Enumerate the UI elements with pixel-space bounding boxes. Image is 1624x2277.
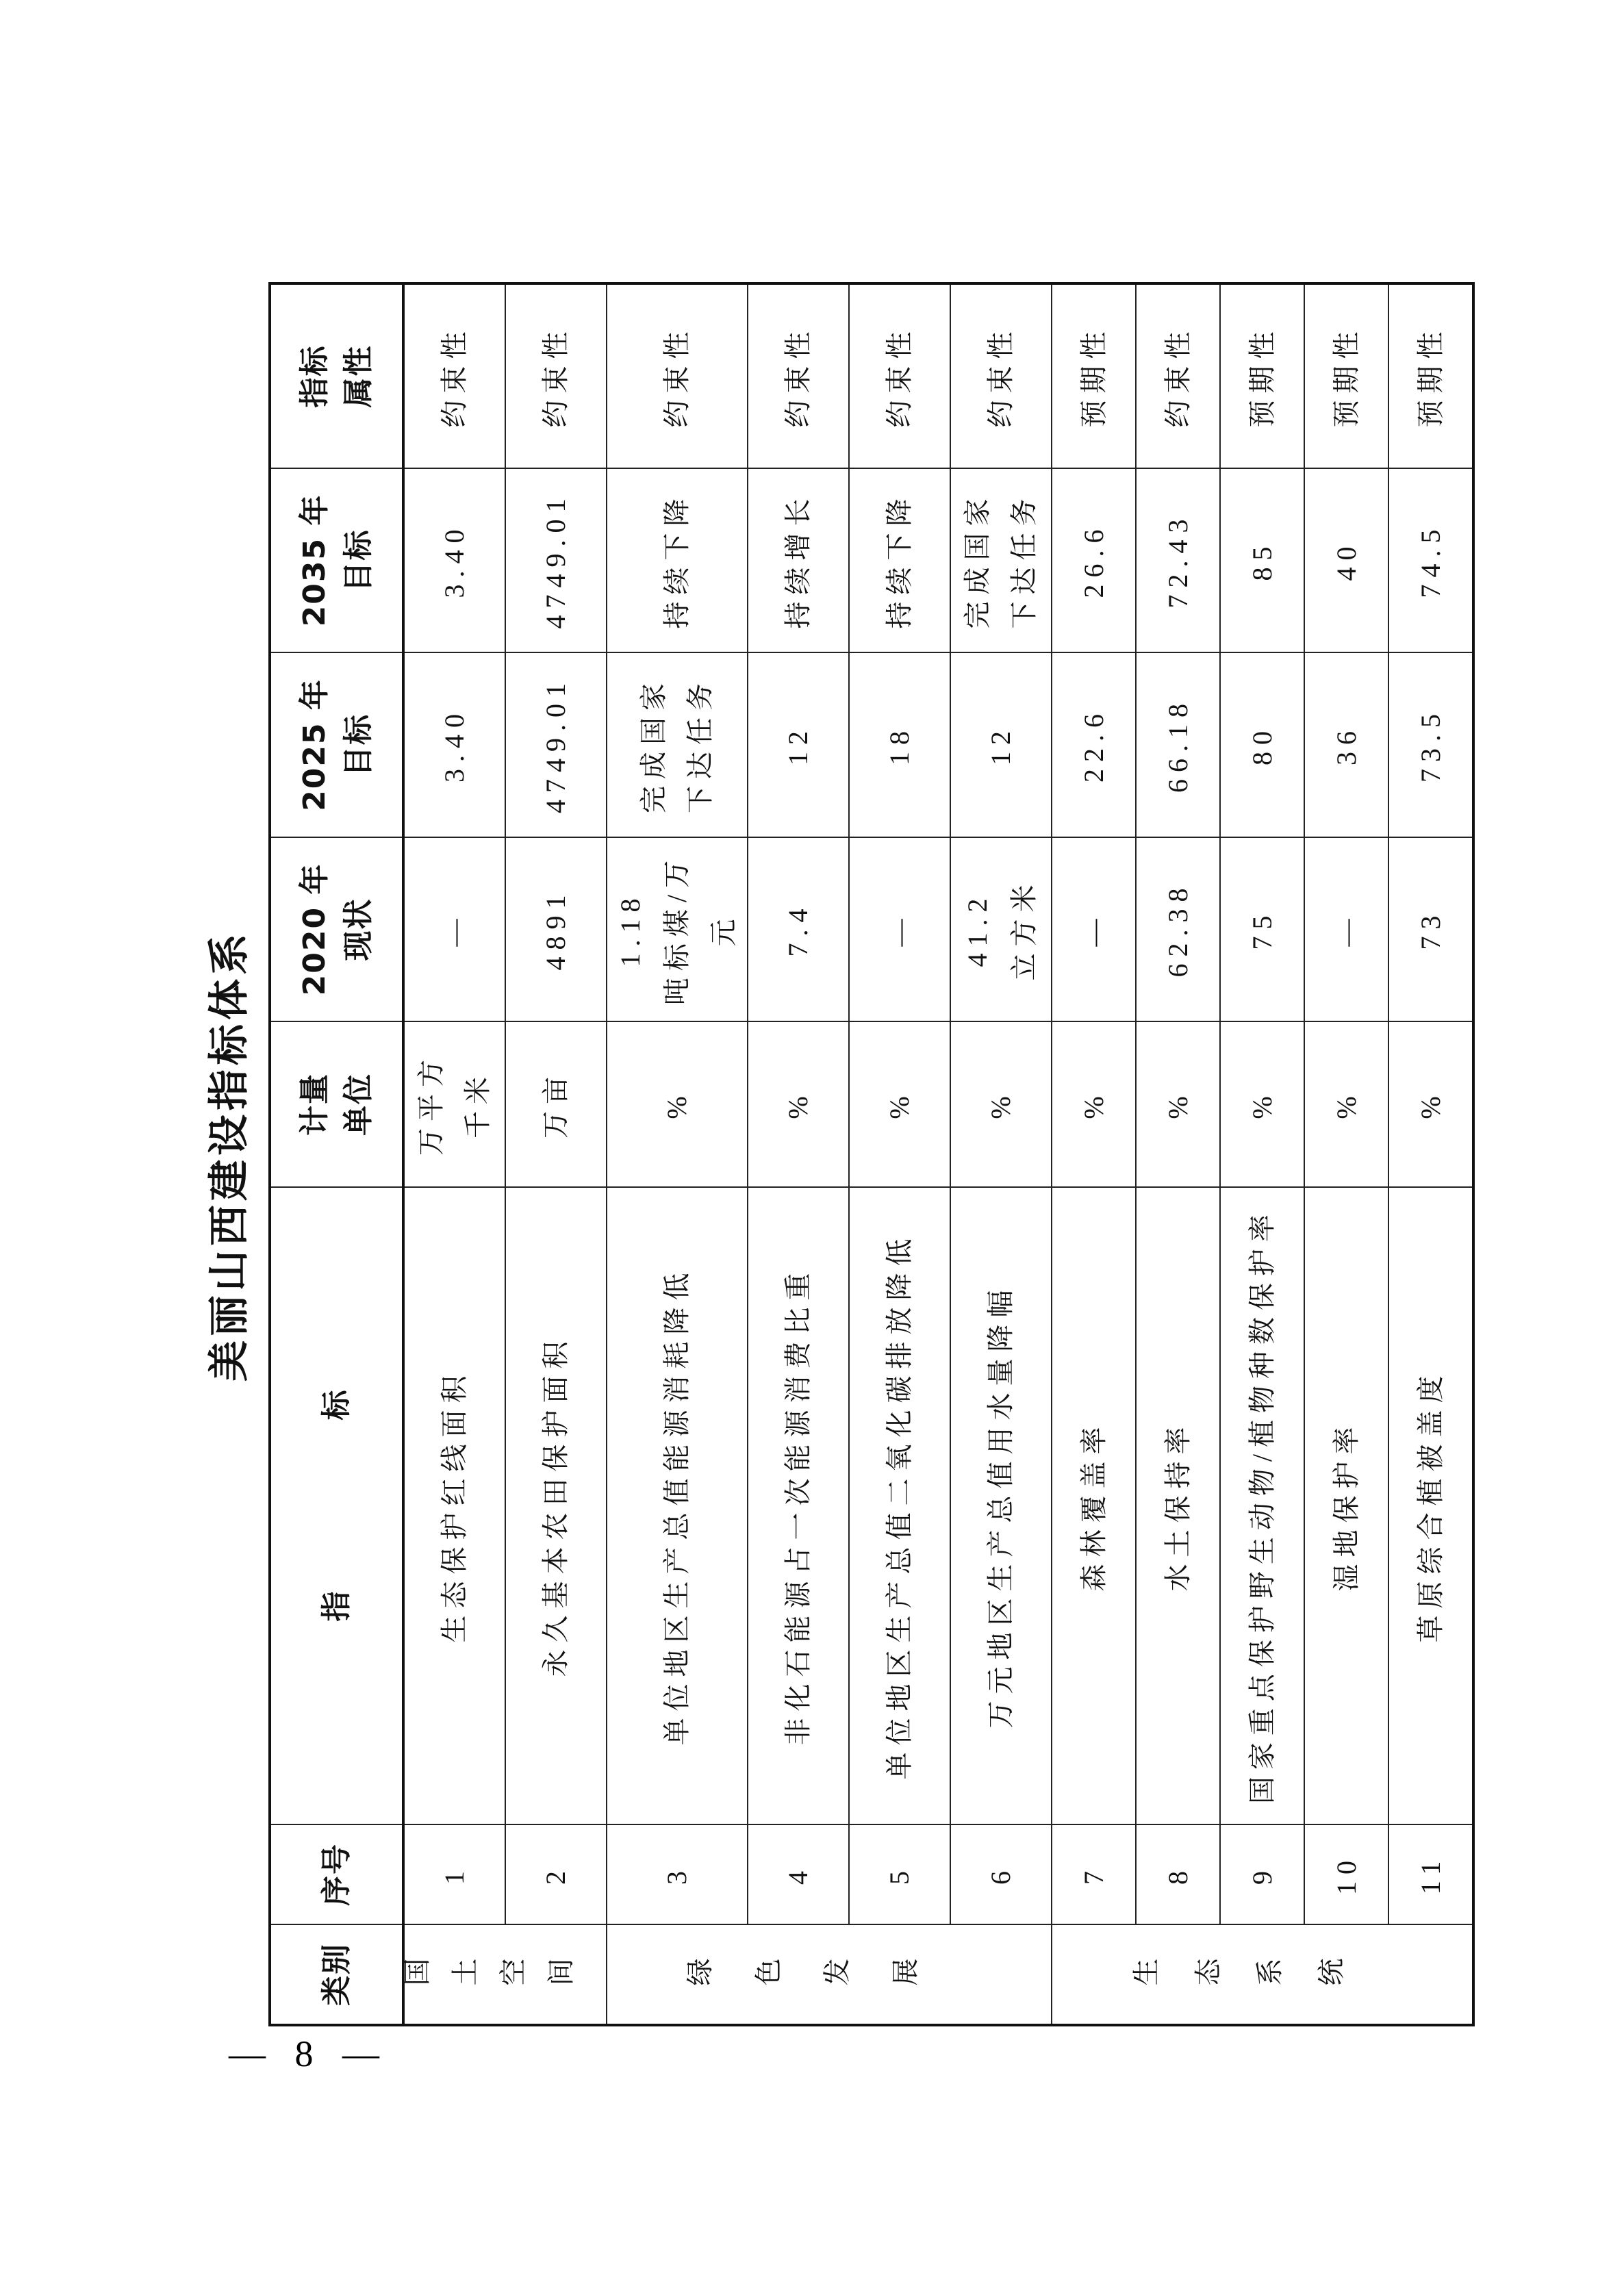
- table-row: [748, 283, 849, 2025]
- cell-attr: 约束性: [849, 283, 950, 468]
- table-row: [1136, 283, 1220, 2025]
- cell-y2020: —: [1304, 837, 1388, 1021]
- cell-no: 1: [403, 1824, 505, 1924]
- cell-unit: %: [1304, 1021, 1388, 1187]
- cell-no: 9: [1220, 1824, 1304, 1924]
- cell-name: 万元地区生产总值用水量降幅: [950, 1187, 1052, 1824]
- table-row: [950, 283, 1052, 2025]
- table-row: [849, 283, 950, 2025]
- cell-unit: 万平方 千米: [403, 1021, 505, 1187]
- cell-y2025: 18: [849, 652, 950, 837]
- cell-unit: %: [849, 1021, 950, 1187]
- cell-y2035: 3.40: [403, 468, 505, 652]
- cell-y2020: 62.38: [1136, 837, 1220, 1021]
- cell-y2025: 36: [1304, 652, 1388, 837]
- cell-y2025: 12: [748, 652, 849, 837]
- cell-y2025: 3.40: [403, 652, 505, 837]
- cell-unit: %: [950, 1021, 1052, 1187]
- category-label: 生态系统: [1132, 1959, 1378, 1989]
- cell-name: 单位地区生产总值二氧化碳排放降低: [849, 1187, 950, 1824]
- table-row: [607, 283, 748, 2025]
- cell-attr: 预期性: [1052, 283, 1136, 468]
- cell-name: 湿地保护率: [1304, 1187, 1388, 1824]
- header-no: 序号: [270, 1824, 403, 1924]
- cell-name: 非化石能源占一次能源消费比重: [748, 1187, 849, 1824]
- table-row: [1052, 283, 1136, 2025]
- table-row: [1220, 283, 1304, 2025]
- cell-name: 水土保持率: [1136, 1187, 1220, 1824]
- header-category: 类别: [270, 1924, 403, 2025]
- header-2020: 2020 年 现状: [270, 837, 403, 1021]
- cell-attr: 预期性: [1220, 283, 1304, 468]
- cell-attr: 约束性: [505, 283, 607, 468]
- cell-no: 3: [607, 1824, 748, 1924]
- cell-unit: %: [607, 1021, 748, 1187]
- cell-no: 6: [950, 1824, 1052, 1924]
- cell-name: 生态保护红线面积: [403, 1187, 505, 1824]
- cell-y2025: 完成国家 下达任务: [607, 652, 748, 837]
- header-2035: 2035 年 目标: [270, 468, 403, 652]
- cell-unit: %: [1388, 1021, 1473, 1187]
- cell-y2035: 持续增长: [748, 468, 849, 652]
- header-attribute: 指标 属性: [270, 283, 403, 468]
- table-row: [505, 283, 607, 2025]
- cell-attr: 约束性: [950, 283, 1052, 468]
- cell-unit: %: [1220, 1021, 1304, 1187]
- cell-unit: %: [1136, 1021, 1220, 1187]
- cell-y2035: 26.6: [1052, 468, 1136, 652]
- cell-y2020: —: [1052, 837, 1136, 1021]
- page-number: [229, 2033, 379, 2074]
- cell-name: 国家重点保护野生动物/植物种数保护率: [1220, 1187, 1304, 1824]
- table-row: [403, 283, 505, 2025]
- cell-y2020: —: [403, 837, 505, 1021]
- cell-attr: 预期性: [1388, 283, 1473, 468]
- page-dash-left: —: [229, 2033, 266, 2074]
- cell-y2025: 73.5: [1388, 652, 1473, 837]
- header-row: [270, 283, 403, 2025]
- header-2025: 2025 年 目标: [270, 652, 403, 837]
- cell-unit: %: [748, 1021, 849, 1187]
- cell-y2035: 40: [1304, 468, 1388, 652]
- table-row: [1388, 283, 1473, 2025]
- cell-name: 森林覆盖率: [1052, 1187, 1136, 1824]
- category-cell: [403, 1924, 607, 2025]
- cell-no: 7: [1052, 1824, 1136, 1924]
- cell-no: 11: [1388, 1824, 1473, 1924]
- cell-name: 草原综合植被盖度: [1388, 1187, 1473, 1824]
- cell-y2020: 73: [1388, 837, 1473, 1021]
- category-label: 国土空间: [402, 1959, 594, 1989]
- cell-attr: 约束性: [1136, 283, 1220, 468]
- cell-name: 单位地区生产总值能源消耗降低: [607, 1187, 748, 1824]
- cell-no: 5: [849, 1824, 950, 1924]
- cell-y2035: 持续下降: [849, 468, 950, 652]
- category-label: 绿色发展: [685, 1959, 959, 1989]
- cell-y2035: 4749.01: [505, 468, 607, 652]
- page-title: 美丽山西建设指标体系: [205, 930, 253, 1382]
- page-number-value: 8: [294, 2033, 314, 2074]
- indicator-table: [268, 282, 1475, 2026]
- cell-y2035: 持续下降: [607, 468, 748, 652]
- cell-attr: 约束性: [403, 283, 505, 468]
- cell-attr: 约束性: [748, 283, 849, 468]
- cell-y2020: 75: [1220, 837, 1304, 1021]
- category-cell: [607, 1924, 1052, 2025]
- cell-y2020: 1.18 吨标煤/万元: [607, 837, 748, 1021]
- cell-attr: 预期性: [1304, 283, 1388, 468]
- cell-y2020: 4891: [505, 837, 607, 1021]
- cell-no: 4: [748, 1824, 849, 1924]
- cell-y2020: 41.2 立方米: [950, 837, 1052, 1021]
- cell-no: 8: [1136, 1824, 1220, 1924]
- cell-unit: 万亩: [505, 1021, 607, 1187]
- cell-y2025: 66.18: [1136, 652, 1220, 837]
- cell-attr: 约束性: [607, 283, 748, 468]
- cell-y2025: 80: [1220, 652, 1304, 837]
- cell-y2035: 85: [1220, 468, 1304, 652]
- cell-y2035: 74.5: [1388, 468, 1473, 652]
- cell-name: 永久基本农田保护面积: [505, 1187, 607, 1824]
- cell-y2025: 4749.01: [505, 652, 607, 837]
- cell-y2035: 72.43: [1136, 468, 1220, 652]
- header-indicator: 指标: [270, 1187, 403, 1824]
- page-dash-right: —: [342, 2033, 379, 2074]
- cell-y2035: 完成国家 下达任务: [950, 468, 1052, 652]
- cell-y2025: 22.6: [1052, 652, 1136, 837]
- cell-y2020: 7.4: [748, 837, 849, 1021]
- cell-unit: %: [1052, 1021, 1136, 1187]
- table-row: [1304, 283, 1388, 2025]
- cell-y2020: —: [849, 837, 950, 1021]
- cell-no: 10: [1304, 1824, 1388, 1924]
- cell-no: 2: [505, 1824, 607, 1924]
- category-cell: [1052, 1924, 1473, 2025]
- cell-y2025: 12: [950, 652, 1052, 837]
- header-unit: 计量 单位: [270, 1021, 403, 1187]
